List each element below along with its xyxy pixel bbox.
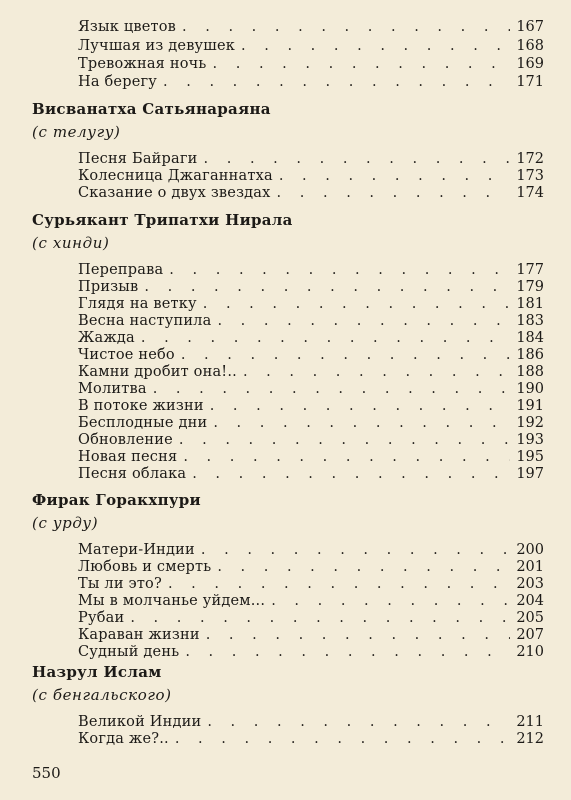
entry-title: Когда же?..	[78, 731, 169, 747]
dot-leader	[169, 261, 510, 279]
toc-entry	[78, 184, 544, 202]
entry-page-number: 184	[516, 330, 544, 346]
dot-leader	[271, 592, 510, 610]
translation-language: (с хинди)	[32, 234, 110, 252]
entry-page-number: 186	[516, 347, 544, 363]
entry-page-number: 172	[516, 151, 544, 167]
entry-title: Песня Байраги	[78, 151, 198, 167]
entry-title: Караван жизни	[78, 627, 200, 643]
author-heading: Висванатха Сатьянараяна	[32, 100, 271, 118]
entry-title: Весна наступила	[78, 313, 212, 329]
toc-entry	[78, 150, 544, 168]
entry-page-number: 207	[516, 627, 544, 643]
toc-entry	[78, 55, 544, 73]
dot-leader	[185, 643, 510, 661]
entry-page-number: 210	[516, 644, 544, 660]
entry-title: Бесплодные дни	[78, 415, 208, 431]
toc-entry	[78, 626, 544, 644]
entry-page-number: 197	[516, 466, 544, 482]
entry-page-number: 191	[516, 398, 544, 414]
dot-leader	[183, 448, 510, 466]
dot-leader	[203, 295, 510, 313]
entry-page-number: 183	[516, 313, 544, 329]
author-heading: Назрул Ислам	[32, 663, 162, 681]
entry-page-number: 168	[516, 38, 544, 54]
dot-leader	[206, 626, 510, 644]
dot-leader	[182, 18, 510, 36]
entry-page-number: 200	[516, 542, 544, 558]
entry-title: Жажда	[78, 330, 135, 346]
dot-leader	[204, 150, 510, 168]
entry-title: Великой Индии	[78, 714, 202, 730]
toc-entry	[78, 592, 544, 610]
dot-leader	[130, 609, 510, 627]
entry-page-number: 173	[516, 168, 544, 184]
toc-entry	[78, 380, 544, 398]
toc-entry	[78, 558, 544, 576]
entry-page-number: 205	[516, 610, 544, 626]
entry-title: Тревожная ночь	[78, 56, 207, 72]
entry-title: Матери-Индии	[78, 542, 195, 558]
entry-title: Язык цветов	[78, 19, 177, 35]
entry-page-number: 190	[516, 381, 544, 397]
translation-language: (с урду)	[32, 514, 99, 532]
toc-entry	[78, 713, 544, 731]
entry-page-number: 177	[516, 262, 544, 278]
page-number: 550	[32, 764, 61, 782]
dot-leader	[192, 465, 510, 483]
toc-entry	[78, 541, 544, 559]
dot-leader	[181, 346, 510, 364]
dot-leader	[168, 575, 510, 593]
dot-leader	[144, 278, 510, 296]
toc-entry	[78, 414, 544, 432]
author-heading: Сурьякант Трипатхи Нирала	[32, 211, 293, 229]
entry-title: В потоке жизни	[78, 398, 204, 414]
entry-page-number: 201	[516, 559, 544, 575]
toc-entry	[78, 18, 544, 36]
entry-title: Новая песня	[78, 449, 178, 465]
entry-title: Песня облака	[78, 466, 187, 482]
dot-leader	[217, 558, 510, 576]
toc-entry	[78, 730, 544, 748]
entry-title: Чистое небо	[78, 347, 175, 363]
toc-entry	[78, 312, 544, 330]
entry-page-number: 174	[516, 185, 544, 201]
toc-entry	[78, 167, 544, 185]
entry-page-number: 211	[516, 714, 544, 730]
toc-entry	[78, 346, 544, 364]
author-heading: Фирак Горакхпури	[32, 491, 201, 509]
dot-leader	[213, 414, 510, 432]
toc-entry	[78, 448, 544, 466]
entry-page-number: 192	[516, 415, 544, 431]
dot-leader	[201, 541, 510, 559]
entry-page-number: 212	[516, 731, 544, 747]
translation-language: (с бенгальского)	[32, 686, 172, 704]
entry-title: Переправа	[78, 262, 164, 278]
entry-title: Сказание о двух звездах	[78, 185, 271, 201]
toc-entry	[78, 73, 544, 91]
dot-leader	[141, 329, 510, 347]
toc-entry	[78, 295, 544, 313]
entry-page-number: 169	[516, 56, 544, 72]
entry-title: Ты ли это?	[78, 576, 162, 592]
toc-entry	[78, 643, 544, 661]
dot-leader	[243, 363, 510, 381]
toc-entry	[78, 575, 544, 593]
dot-leader	[179, 431, 510, 449]
entry-page-number: 179	[516, 279, 544, 295]
toc-entry	[78, 397, 544, 415]
entry-page-number: 181	[516, 296, 544, 312]
toc-entry	[78, 609, 544, 627]
toc-entry	[78, 465, 544, 483]
entry-title: Любовь и смерть	[78, 559, 212, 575]
dot-leader	[277, 184, 510, 202]
toc-entry	[78, 261, 544, 279]
dot-leader	[210, 397, 510, 415]
toc-entry	[78, 431, 544, 449]
entry-page-number: 193	[516, 432, 544, 448]
entry-title: На берегу	[78, 74, 158, 90]
toc-entry	[78, 363, 544, 381]
entry-title: Обновление	[78, 432, 173, 448]
entry-page-number: 167	[516, 19, 544, 35]
dot-leader	[217, 312, 510, 330]
entry-page-number: 188	[516, 364, 544, 380]
entry-title: Рубаи	[78, 610, 125, 626]
entry-page-number: 195	[516, 449, 544, 465]
toc-entry	[78, 278, 544, 296]
toc-entry	[78, 329, 544, 347]
dot-leader	[175, 730, 510, 748]
toc-entry	[78, 37, 544, 55]
entry-page-number: 203	[516, 576, 544, 592]
entry-title: Колесница Джаганнатха	[78, 168, 273, 184]
dot-leader	[153, 380, 510, 398]
entry-page-number: 204	[516, 593, 544, 609]
entry-title: Лучшая из девушек	[78, 38, 236, 54]
entry-page-number: 171	[516, 74, 544, 90]
dot-leader	[241, 37, 510, 55]
dot-leader	[163, 73, 510, 91]
entry-title: Судный день	[78, 644, 180, 660]
translation-language: (с телугу)	[32, 123, 121, 141]
dot-leader	[213, 55, 510, 73]
dot-leader	[207, 713, 510, 731]
entry-title: Камни дробит она!..	[78, 364, 237, 380]
dot-leader	[279, 167, 510, 185]
entry-title: Призыв	[78, 279, 139, 295]
entry-title: Молитва	[78, 381, 147, 397]
entry-title: Мы в молчанье уйдем...	[78, 593, 266, 609]
entry-title: Глядя на ветку	[78, 296, 197, 312]
